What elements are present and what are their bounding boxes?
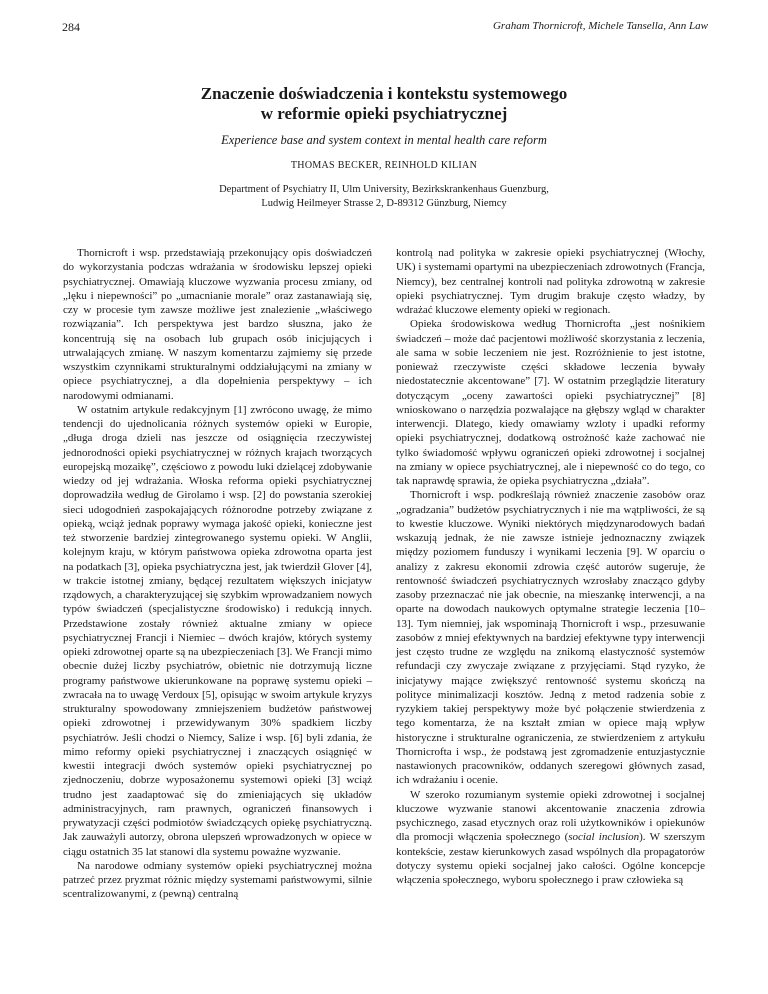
page-number: 284: [62, 20, 80, 34]
paragraph-text: W szeroko rozumianym systemie opieki zdrowotnej i socjalnej kluczowe wyzwanie stanowi akcentowanie znaczenia zdrowia psychicznego, zasad etycznych oraz roli użytkowników i opiekunów dla promocji włączenia społecznego (: [396, 788, 705, 844]
paragraph: Na narodowe odmiany systemów opieki psychiatrycznej można patrzeć przez pryzmat różnic między systemami państwowymi, silnie scentralizowanymi, z (pewną) centralną: [63, 859, 372, 901]
article-authors: THOMAS BECKER, REINHOLD KILIAN: [290, 160, 478, 171]
right-column: [396, 246, 705, 887]
affiliation-line-2: Ludwig Heilmeyer Strasse 2, D-89312 Günzburg, Niemcy: [261, 198, 507, 209]
paragraph-continued: kontrolą nad polityka w zakresie opieki psychiatrycznej (Włochy, UK) i systemami opartymi na ubezpieczeniach zdrowotnych (Francja, Niemcy), bez centralnej kontroli nad polityka zdrowotną w zakresie opieki psychiatrycznej. Tym drugim brakuje często władzy, by wdrażać kluczowe elementy opieki w regionach.: [396, 247, 705, 316]
author-affiliation: [0, 183, 768, 211]
running-head: Graham Thornicroft, Michele Tansella, Ann Law: [492, 20, 708, 32]
paragraph-text: ). W szerszym kontekście, zestaw kierunkowych zasad wspólnych dla propagatorów dotyczy systemu opieki socjalnej jako całości. Ogólne koncepcje włączenia społecznego, wyboru społecznego i praw człowieka są: [396, 831, 706, 886]
article-title: [0, 84, 768, 124]
paragraph: W ostatnim artykule redakcyjnym [1] zwrócono uwagę, że mimo tendencji do ujednolicania różnych systemów opieki w Europie, „długa droga dzieli nas jeszcze od osiągnięcia rzeczywistej jednorodności opieki psychiatrycznej w różnych krajach tworzących europejską mozaikę”, częściowo z powodu luki dzielącej zdobywanie wiedzy od jej wdrażania. Włoska reforma opieki psychiatrycznej doprowadziła według de Girolamo i wsp. [2] do powstania szerokiej sieci udogodnień zaspokajających różnorodne potrzeby związane z opieką, wciąż jednak poprawy wymaga jakość opieki, konieczne jest też stworzenie bardziej zintegrowanego systemu opieki. W Anglii, kolejnym kraju, w którym państwowa opieka zdrowotna oparta jest na podatkach [3], opieka psychiatryczna jest, jak twierdził Glover [4], w trakcie istotnej zmiany, będącej rezultatem większych inicjatyw rządowych, a charakteryzującej się szybkim wprowadzaniem nowych typów świadczeń (specjalistyczne środowisko) i redukcją innych. Przedstawione zostały również aktualne zmiany w opiece psychiatrycznej Francji i Niemiec – dwóch krajów, których systemy opieki zdrowotnej oparte są na ubezpieczeniach [3]. We Francji mimo obecnie dużej liczby psychiatrów, obietnic nie dotrzymują liczne programy państwowe ukierunkowane na poprawę systemu opieki – zwracała na to uwagę Verdoux [5], opisując w swoim artykule kryzys strukturalny spowodowany zmniejszeniem budżetów państwowej opieki zdrowotnej i przewidywanym 30% spadkiem liczby psychiatrów. Jeśli chodzi o Niemcy, Salize i wsp. [6] byli zdania, że mimo reformy opieki psychiatrycznej i znaczących osiągnięć w kwestii integracji dwóch systemów opieki psychiatrycznej po zjednoczeniu, dobrze wyposażonemu systemowi opieki [3] wciąż trudno jest zaadaptować się do zmieniających się układów administracyjnych, ram prawnych, ograniczeń finansowych i prywatyzacji części podmiotów świadczących opiekę psychiatryczną. Jak zauważyli autorzy, obrona ulepszeń wprowadzonych w opiece w ciągu ostatnich 35 lat stanowi dla systemu poważne wyzwanie.: [63, 403, 372, 858]
left-column: [63, 246, 372, 902]
paragraph: Thornicroft i wsp. przedstawiają przekonujący opis doświadczeń do wykorzystania podczas wdrażania w środowisku lepszej opieki psychiatrycznej. Omawiają kluczowe wyzwania procesu zmiany, od „lęku i niepewności” po „umacnianie morale” oraz zastanawiają się, czy w procesie tym zawsze możliwe jest znalezienie „właściwego rozwiązania”. Ich perspektywa jest bardzo słuszna, jako że koncentrują się na osobach lub grupach osób inicjujących i utrwalających zmianę. W naszym komentarzu zajmiemy się przede wszystkim czynnikami strukturalnymi oddziałującymi na zmiany w opiece psychiatrycznej, a dla dopełnienia perspektywy – ich narodowymi odmianami.: [63, 247, 372, 402]
paragraph: Opieka środowiskowa według Thornicrofta „jest nośnikiem świadczeń – może dać pacjentowi możliwość skorzystania z leczenia, ale sama w sobie leczeniem nie jest. Rozróżnienie to jest istotne, ponieważ rzeczywiste części składowe leczenia bywały niedostatecznie akcentowane” [7]. W ostatnim przeglądzie literatury dotyczącym „oceny zawartości opieki psychiatrycznej” [8] wnioskowano o narzędzia pozwalające na głębszy wgląd w charakter interwencji. Dlatego, kiedy omawiamy wzloty i upadki reformy opieki psychiatrycznej, dodatkową ostrożność każe zachować nie tylko świadomość wpływu ograniczeń opieki zdrowotnej i socjalnej na zmiany w opiece psychiatrycznej, ale i niepewność co do tego, co tak naprawdę sprawia, że opieka psychiatryczna „działa”.: [396, 318, 705, 487]
paragraph: Thornicroft i wsp. podkreślają również znaczenie zasobów oraz „ogradzania” budżetów psychiatrycznych i nie ma wątpliwości, że są to kwestie kluczowe. Wyniki niektórych międzynarodowych badań wskazują jednak, że nie zawsze istnieje jednoznaczny związek między poziomem funduszy i wynikami leczenia [9]. W oparciu o analizy z zakresu ekonomii zdrowia część autorów sugeruje, że rentowność świadczeń psychiatrycznych wzrosłaby znacząco gdyby zasoby przeznaczać nie jak obecnie, na mieszankę interwencji, a na oparte na dowodach naukowych optymalne strategie leczenia [10–13]. Tym niemniej, jak wspominają Thornicroft i wsp., przesuwanie zasobów z mniej efektywnych na bardziej efektywne typy interwencji jest często trudne ze względu na znikomą elastyczność systemów refundacji czy zwyczaje związane z przyjęciami. Stąd ryzyko, że inicjatywy mające zwiększyć rentowność systemu skończą na polityce minimalizacji kosztów. Jedną z metod radzenia sobie z ryzykiem takiej perspektywy może być połączenie stwierdzenia z tego komentarza, że na kształt zmian w opiece mają wpływ historyczne i strukturalne ograniczenia, ze stwierdzeniem z artykułu Thornicrofta i wsp., że podstawą jest zgromadzenie entuzjastycznie nastawionych pracowników, oddanych szeregowi głównych zasad, ich wdrażaniu i ocenie.: [396, 489, 705, 787]
affiliation-line-1: Department of Psychiatry II, Ulm University, Bezirkskrankenhaus Guenzburg,: [219, 184, 549, 195]
article-title-line-1: Znaczenie doświadczenia i kontekstu systemowego: [200, 84, 568, 103]
article-subtitle: Experience base and system context in mental health care reform: [221, 133, 547, 147]
article-title-line-2: w reformie opieki psychiatrycznej: [260, 104, 508, 123]
italic-term: social inclusion: [568, 831, 640, 844]
paragraph: [396, 788, 705, 888]
